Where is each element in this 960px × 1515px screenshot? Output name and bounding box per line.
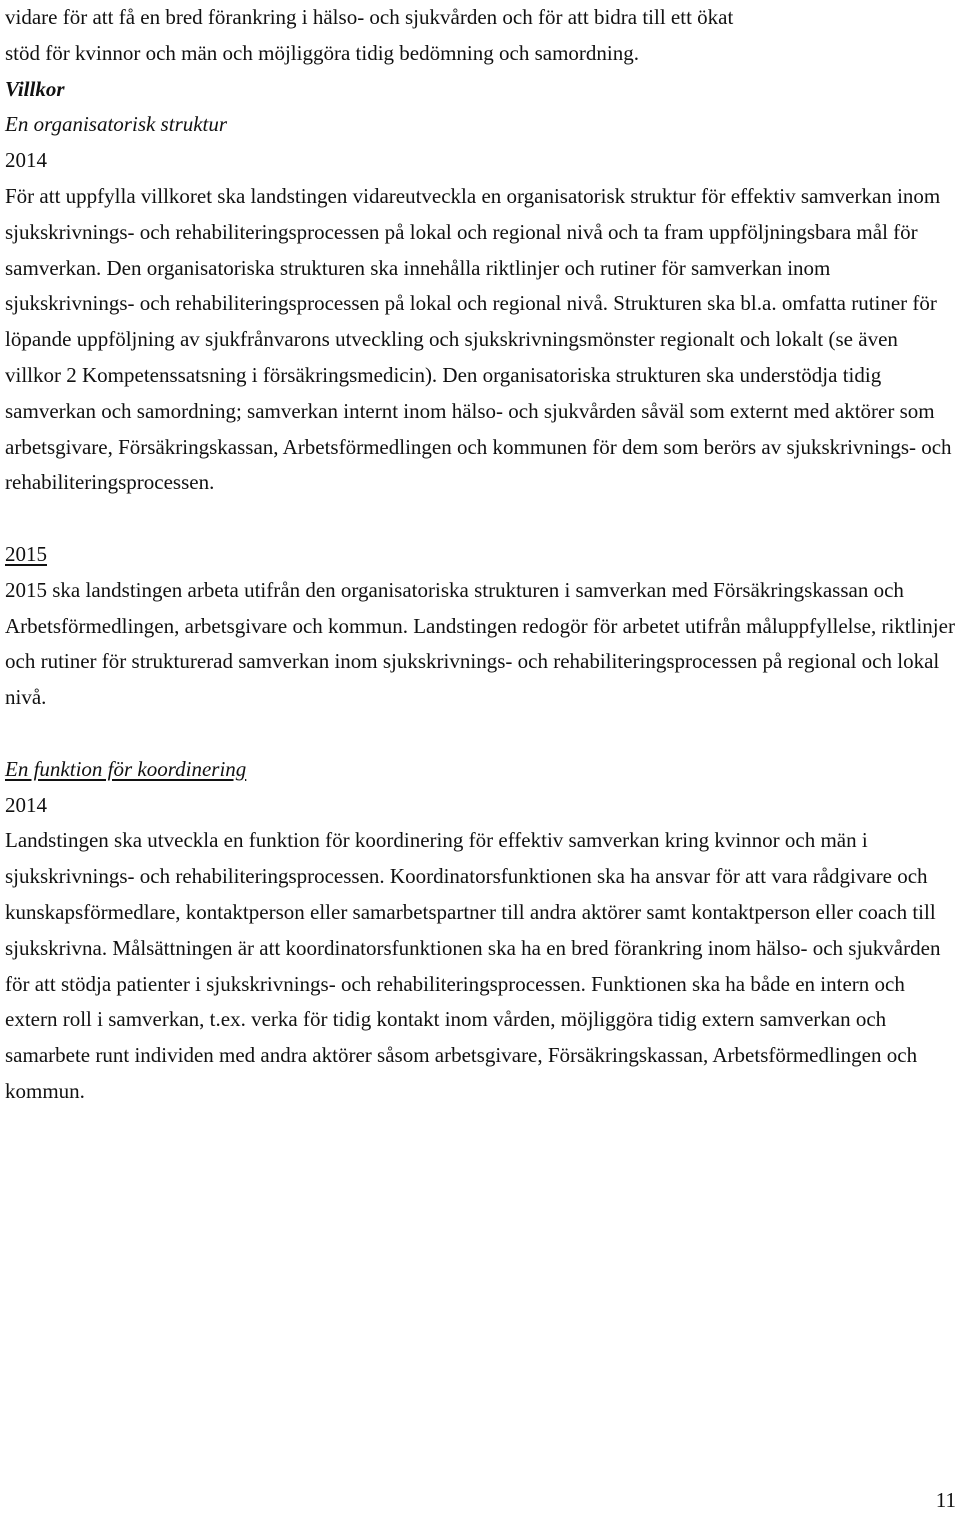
subheading-funktion-koordinering: En funktion för koordinering	[5, 756, 247, 781]
section-gap	[5, 501, 955, 537]
section-gap	[5, 716, 955, 752]
year-label-2014-koordinering: 2014	[5, 792, 47, 817]
section-heading-villkor: Villkor	[5, 76, 65, 101]
year-label-2014: 2014	[5, 148, 47, 173]
paragraph-struktur-2015: 2015 ska landstingen arbeta utifrån den organisatoriska strukturen i samverkan med Försäkringskassan och Arbetsförmedlingen, arbetsgivare och kommun. Landstingen redogör för arbetet utifrån måluppfyllelse, riktlinjer och rutiner för strukturerad samverkan inom sjukskrivnings- och rehabiliteringsprocessen på regional och lokal nivå.	[5, 577, 955, 710]
paragraph-struktur-2014: För att uppfylla villkoret ska landstingen vidareutveckla en organisatorisk struktur för effektiv samverkan inom sjukskrivnings- och rehabiliteringsprocessen på lokal och regional nivå och ta fram uppföljningsbara mål för samverkan. Den organisatoriska strukturen ska innehålla riktlinjer och rutiner för samverkan inom sjukskrivnings- och rehabiliteringsprocessen på lokal och regional nivå. Strukturen ska bl.a. omfatta rutiner för löpande uppföljning av sjukfrånvarons utveckling och sjukskrivningsmönster regionalt och lokalt (se även villkor 2 Kompetenssatsning i försäkringsmedicin). Den organisatoriska strukturen ska understödja tidig samverkan och samordning; samverkan internt inom hälso- och sjukvården såväl som externt med aktörer som arbetsgivare, Försäkringskassan, Arbetsförmedlingen och kommunen för dem som berörs av sjukskrivnings- och rehabiliteringsprocessen.	[5, 183, 952, 495]
year-label-2015: 2015	[5, 541, 47, 566]
intro-line-2: stöd för kvinnor och män och möjliggöra tidig bedömning och samordning.	[5, 40, 639, 65]
intro-line-1: vidare för att få en bred förankring i hälso- och sjukvården och för att bidra till ett ökat	[5, 5, 734, 29]
paragraph-koordinering-2014: Landstingen ska utveckla en funktion för koordinering för effektiv samverkan kring kvinnor och män i sjukskrivnings- och rehabiliteringsprocessen. Koordinatorsfunktionen ska ha ansvar för att vara rådgivare och kunskapsförmedlare, kontaktperson eller samarbetspartner till andra aktörer samt kontaktperson eller coach till sjukskrivna. Målsättningen är att koordinatorsfunktionen ska ha en bred förankring inom hälso- och sjukvården för att stödja patienter i sjukskrivnings- och rehabiliteringsprocessen. Funktionen ska ha både en intern och extern roll i samverkan, t.ex. verka för tidig kontakt inom vården, möjliggöra tidig extern samverkan och samarbete runt individen med andra aktörer såsom arbetsgivare, Försäkringskassan, Arbetsförmedlingen och kommun.	[5, 828, 941, 1103]
subheading-organisatorisk-struktur: En organisatorisk struktur	[5, 112, 228, 137]
document-page	[5, 0, 955, 1110]
page-number: 11	[935, 1488, 956, 1512]
